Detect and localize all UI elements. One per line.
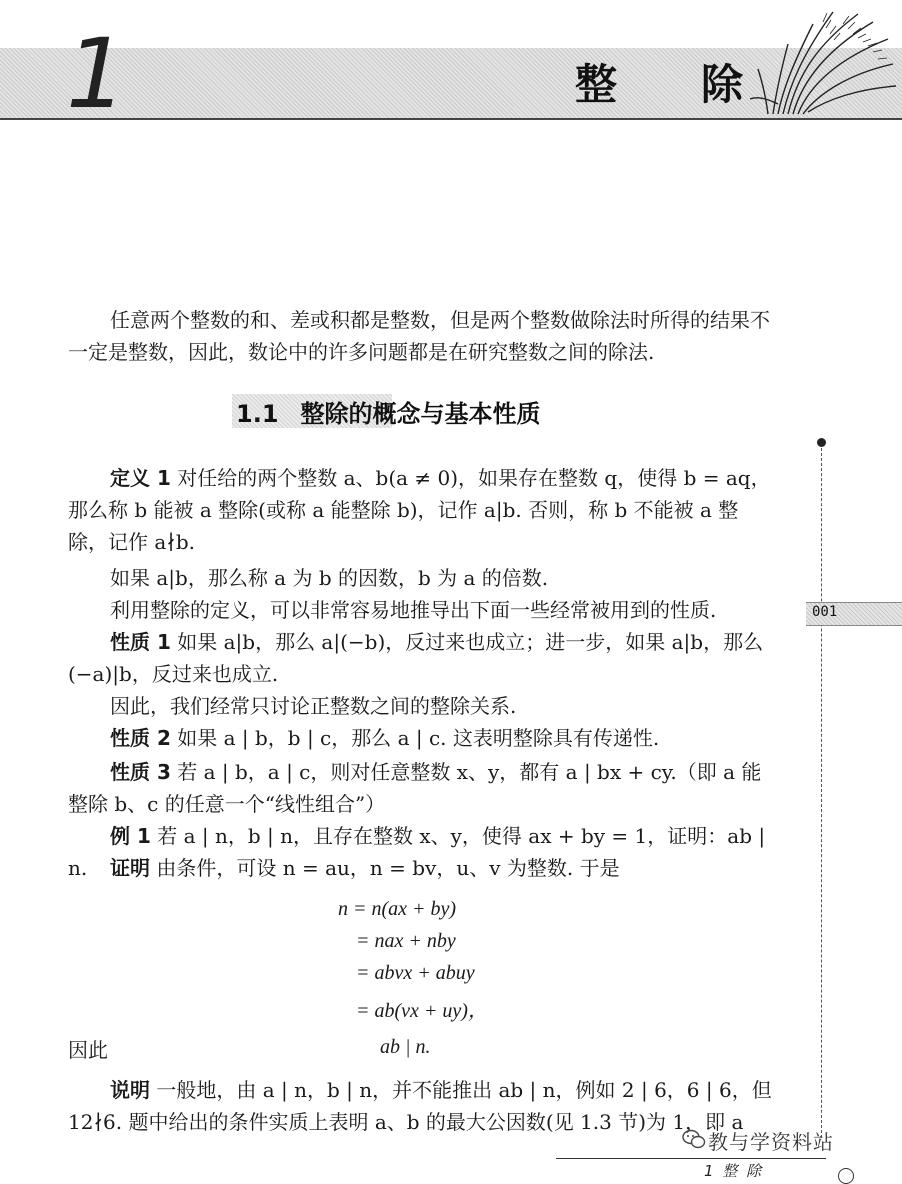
- property-3-text: 若 a | b，a | c，则对任意整数 x、y，都有 a | bx + cy.（即 a 能整除 b、c 的任意一个“线性组合”）: [68, 760, 762, 816]
- example-1-label: 例 1: [110, 824, 151, 848]
- equation-line: = abvx + abuy: [356, 962, 475, 984]
- definition-text: 对任给的两个整数 a、b(a ≠ 0)，如果存在整数 q，使得 b = aq，那么称 b 能被 a 整除(或称 a 能整除 b)，记作 a|b. 否则，称 b 不能被 a 整除，记作 a∤b.: [68, 466, 771, 554]
- proof: [68, 852, 778, 884]
- property-3-label: 性质 3: [110, 760, 171, 784]
- equation-line: = ab(vx + uy)，: [356, 1000, 488, 1022]
- property-1: [68, 626, 778, 690]
- margin-dashed-line: [821, 448, 822, 1138]
- positive-line: 因此，我们经常只讨论正整数之间的整除关系.: [110, 694, 517, 718]
- chapter-number: 1: [66, 18, 128, 130]
- property-2: [68, 722, 778, 754]
- footer-circle-icon: [838, 1168, 854, 1184]
- property-1-label: 性质 1: [110, 630, 171, 654]
- footer-rule: [556, 1158, 826, 1159]
- footer-running-title: 1 整 除: [704, 1162, 764, 1180]
- wechat-icon: [682, 1128, 706, 1150]
- equation-line: n = n(ax + by): [338, 898, 457, 920]
- section-title: [236, 394, 541, 429]
- equation-line: = nax + nby: [356, 930, 456, 952]
- watermark: 教与学资料站: [708, 1130, 834, 1154]
- proof-text: 由条件，可设 n = au，n = bv，u、v 为整数. 于是: [156, 856, 620, 880]
- remark-text: 一般地，由 a | n，b | n，并不能推出 ab | n，例如 2 | 6，6 | 6，但 12∤6. 题中给出的条件实质上表明 a、b 的最大公因数(见 1.3 节)为 1，即 a: [68, 1078, 772, 1134]
- chapter-title: 整除: [575, 60, 828, 109]
- page-number: 001: [812, 604, 838, 620]
- remark-label: 说明: [110, 1078, 150, 1102]
- property-3: [68, 756, 778, 820]
- definition-label: 定义 1: [110, 466, 171, 490]
- section-number: 1.1: [236, 400, 279, 428]
- conclusion-formula: ab | n.: [380, 1036, 431, 1058]
- example-1-text: 若 a | n，b | n，且存在整数 x、y，使得 ax + by = 1，证明：ab | n.: [68, 824, 766, 880]
- factor-line: 如果 a|b，那么称 a 为 b 的因数，b 为 a 的倍数.: [110, 566, 549, 590]
- property-2-label: 性质 2: [110, 726, 171, 750]
- remark: [68, 1074, 778, 1138]
- proof-label: 证明: [110, 856, 150, 880]
- header-rule: [0, 118, 902, 120]
- property-2-text: 如果 a | b，b | c，那么 a | c. 这表明整除具有传递性.: [177, 726, 660, 750]
- intro-paragraph: 任意两个整数的和、差或积都是整数，但是两个整数做除法时所得的结果不一定是整数，因此，数论中的许多问题都是在研究整数之间的除法.: [68, 308, 770, 364]
- section-title-text: 整除的概念与基本性质: [300, 400, 541, 428]
- margin-dot: [817, 438, 826, 447]
- derive-line: 利用整除的定义，可以非常容易地推导出下面一些经常被用到的性质.: [110, 598, 717, 622]
- definition-1: [68, 462, 778, 558]
- property-1-text: 如果 a|b，那么 a|(−b)，反过来也成立；进一步，如果 a|b，那么 (−a)|b，反过来也成立.: [68, 630, 764, 686]
- grass-illustration-icon: [748, 4, 898, 116]
- conclusion-label: 因此: [68, 1038, 108, 1062]
